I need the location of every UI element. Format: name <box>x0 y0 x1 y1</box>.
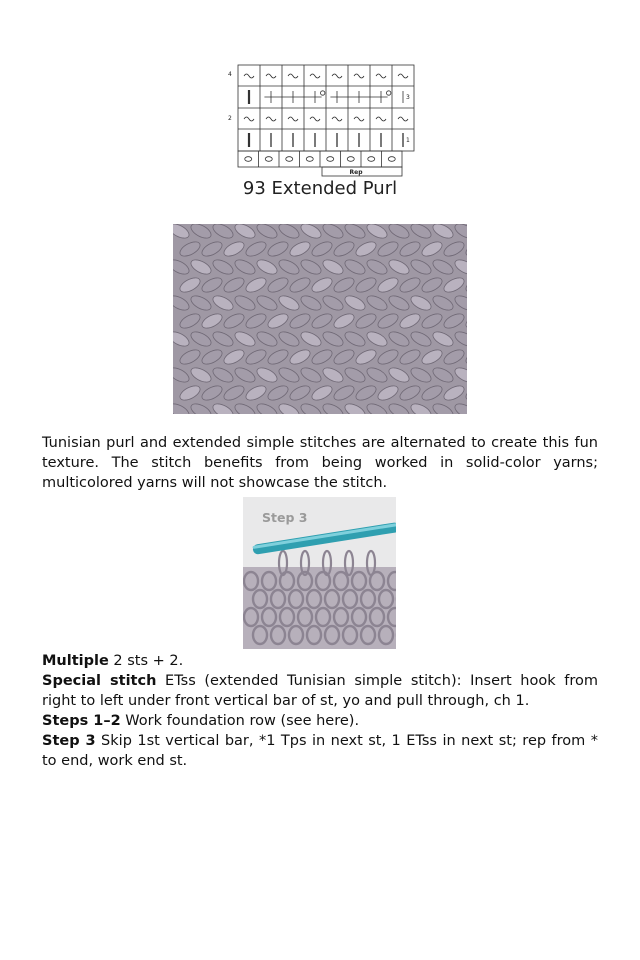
instruction-term: Special stitch <box>42 673 157 689</box>
instruction-step-3 <box>42 731 598 771</box>
row-number-2: 2 <box>228 115 232 122</box>
instruction-special-stitch <box>42 671 598 711</box>
instruction-term: Steps 1–2 <box>42 713 121 729</box>
row-number-3: 3 <box>406 94 410 101</box>
step-photo-label: Step 3 <box>262 510 308 525</box>
instruction-steps-1-2 <box>42 711 598 731</box>
instruction-term: Step 3 <box>42 733 96 749</box>
instruction-term: Multiple <box>42 653 109 669</box>
instruction-text: Work foundation row (see here). <box>120 713 360 729</box>
instruction-text: Skip 1st vertical bar, *1 Tps in next st, 1 ETss in next st; rep from * to end, work end st. <box>42 733 598 769</box>
instruction-text: ETss (extended Tunisian simple stitch): Insert hook from right to left under front vertical bar of st, yo and pull through, ch 1. <box>42 673 598 709</box>
row-number-1: 1 <box>406 137 410 144</box>
instruction-multiple <box>42 651 598 671</box>
intro-paragraph: Tunisian purl and extended simple stitches are alternated to create this fun texture. The stitch benefits from being worked in solid-color yarns; multicolored yarns will not showcase the stitch. <box>42 434 598 491</box>
instruction-text: 2 sts + 2. <box>108 653 184 669</box>
stitch-swatch-photo <box>173 224 467 414</box>
row-number-4: 4 <box>228 71 232 78</box>
instructions <box>42 651 598 771</box>
stitch-chart <box>226 64 416 182</box>
pattern-title: 93 Extended Purl <box>242 178 398 199</box>
step-3-photo <box>243 497 396 649</box>
rep-label: Rep <box>349 169 363 176</box>
